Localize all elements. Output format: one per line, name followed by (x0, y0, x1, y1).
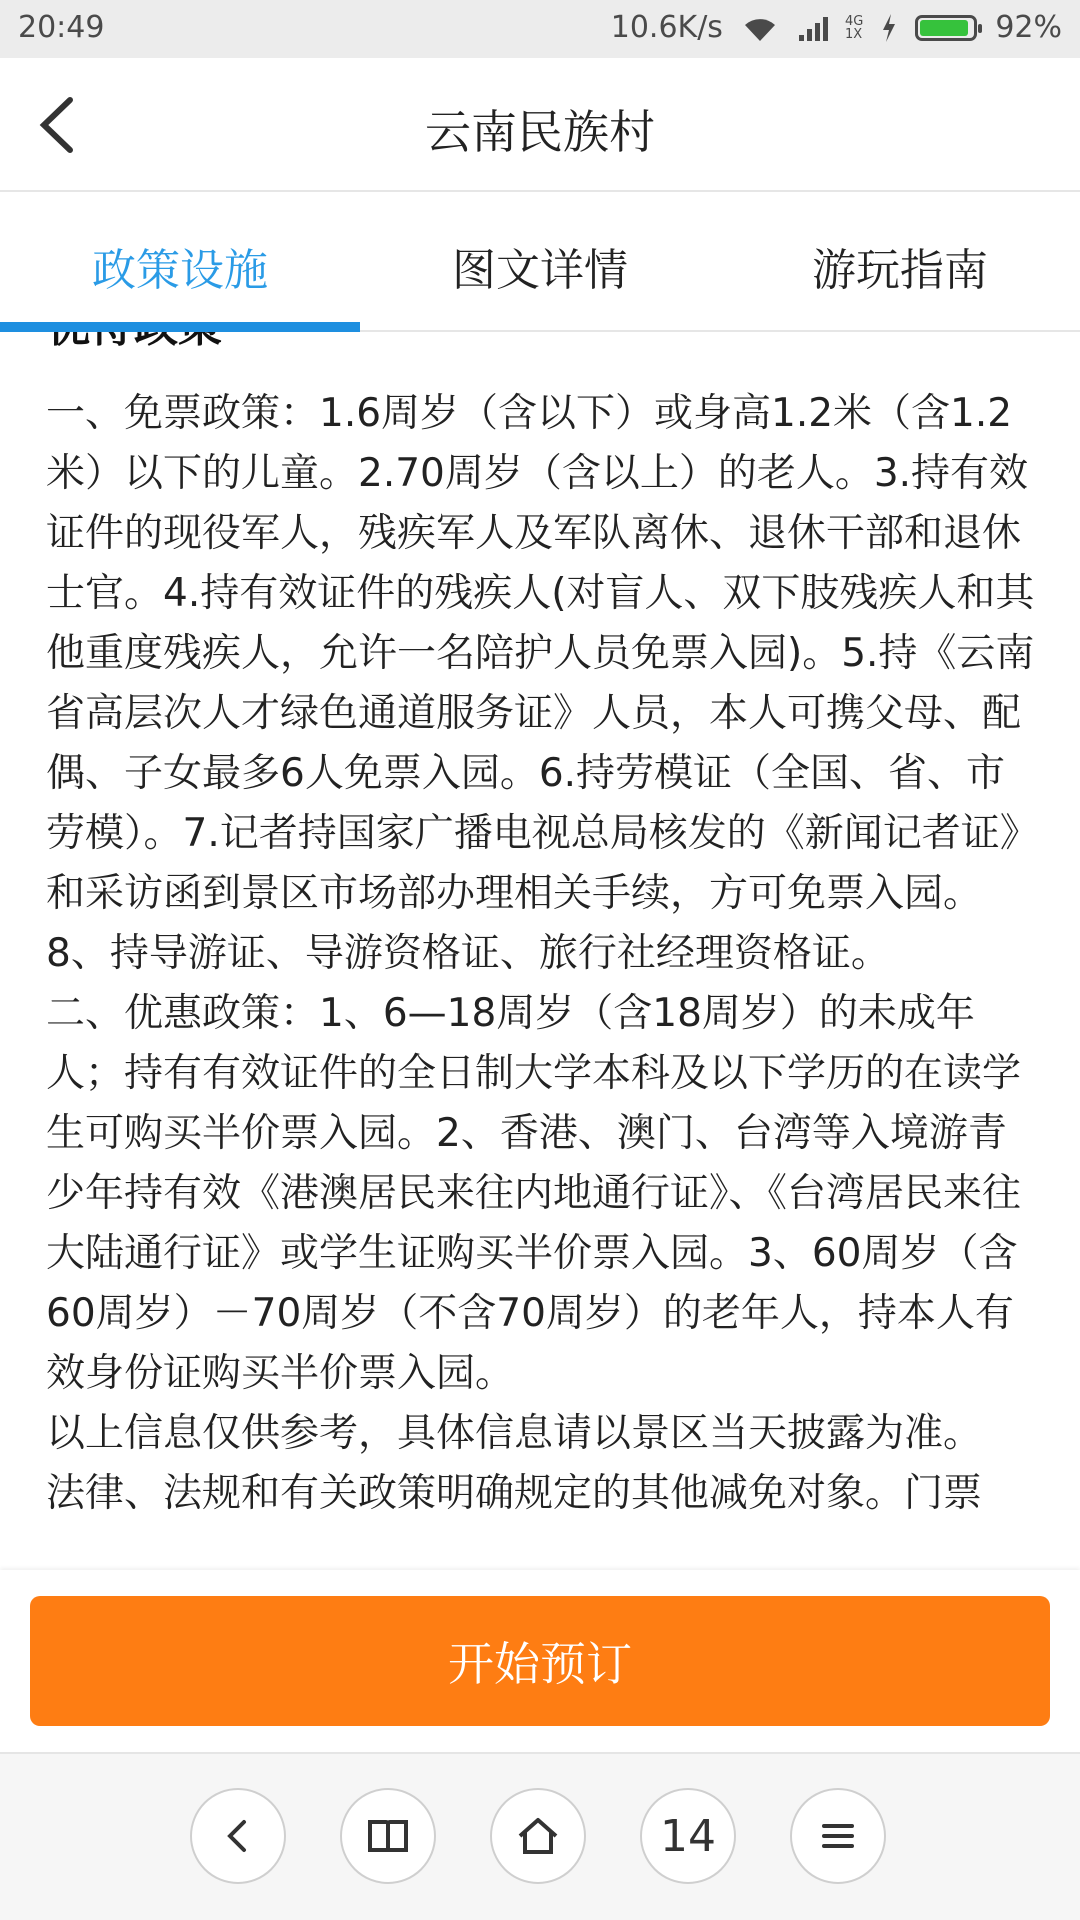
battery-percent: 92% (995, 10, 1062, 45)
header (0, 58, 1080, 192)
disclaimer-text: 以上信息仅供参考，具体信息请以景区当天披露为准。 (46, 1411, 983, 1456)
active-tab-indicator (0, 322, 360, 332)
network-speed: 10.6K/s (610, 10, 723, 45)
tab-details[interactable]: 图文详情 (452, 245, 628, 296)
battery-icon (915, 15, 977, 41)
menu-icon (818, 1816, 858, 1856)
page-title: 云南民族村 (425, 105, 655, 159)
free-ticket-policy: 一、免票政策：1.6周岁（含以下）或身高1.2米（含1.2米）以下的儿童。2.70周岁（含以上）的老人。3.持有效证件的现役军人，残疾军人及军队离休、退休干部和退休士官。4.持有效证件的残疾人(对盲人、双下肢残疾人和其他重度残疾人，允许一名陪护人员免票入园)。5.持《云南省高层次人才绿色通道服务证》人员，本人可携父母、配偶、子女最多6人免票入园。6.持劳模证（全国、省、市劳模）。7.记者持国家广播电视总局核发的《新闻记者证》和采访函到景区市场部办理相关手续，方可免票入园。8、持导游证、导游资格证、旅行社经理资格证。 (46, 391, 1035, 976)
wifi-icon (741, 13, 779, 43)
content-inner (46, 292, 1036, 1524)
book-button[interactable]: 开始预订 (30, 1596, 1050, 1726)
other-exemptions-text: 法律、法规和有关政策明确规定的其他减免对象。门票 (46, 1471, 983, 1516)
network-type-top: 4G (844, 13, 864, 29)
status-time: 20:49 (18, 10, 105, 45)
nav-tabs-button[interactable] (640, 1788, 736, 1884)
status-bar (0, 0, 1080, 58)
nav-menu-button[interactable] (790, 1788, 886, 1884)
tabs-count: 14 (660, 1810, 716, 1862)
discount-policy: 二、优惠政策：1、6—18周岁（含18周岁）的未成年人；持有有效证件的全日制大学本科及以下学历的在读学生可购买半价票入园。2、香港、澳门、台湾等入境游青少年持有效《港澳居民来往内地通行证》、《台湾居民来往大陆通行证》或学生证购买半价票入园。3、60周岁（含60周岁）－70周岁（不含70周岁）的老年人，持本人有效身份证购买半价票入园。 (46, 991, 1022, 1396)
nav-home-button[interactable] (490, 1788, 586, 1884)
status-right (611, 10, 1062, 45)
network-type (845, 15, 863, 41)
book-icon (366, 1816, 410, 1856)
content-area[interactable] (0, 332, 1080, 1570)
network-type-bottom: 1X (844, 26, 863, 42)
home-icon (516, 1816, 560, 1856)
nav-bookmarks-button[interactable] (340, 1788, 436, 1884)
charging-icon (881, 14, 897, 42)
signal-icon (797, 13, 835, 43)
battery-fill (920, 20, 968, 36)
tab-bar (0, 192, 1080, 332)
nav-back-button[interactable] (190, 1788, 286, 1884)
tab-policy-facilities[interactable]: 政策设施 (92, 245, 268, 296)
browser-bottom-nav (0, 1752, 1080, 1920)
action-area (0, 1570, 1080, 1752)
tab-guide[interactable]: 游玩指南 (812, 245, 988, 296)
back-icon (218, 1816, 258, 1856)
